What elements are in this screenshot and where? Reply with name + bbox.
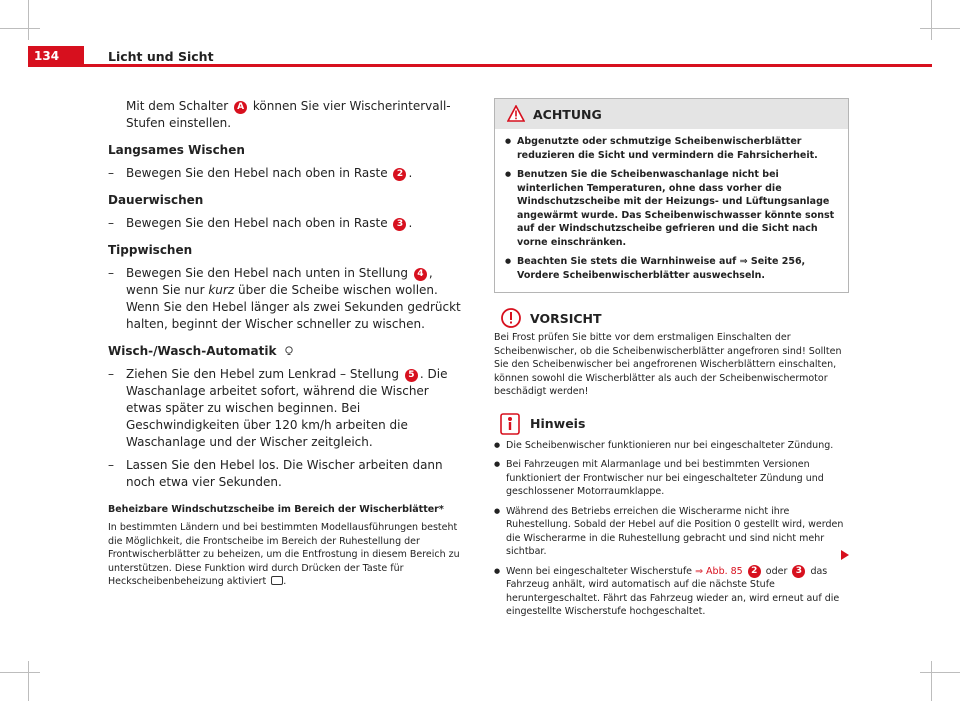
instruction-step: – Bewegen Sie den Hebel nach oben in Raste 3 . [108,215,464,232]
heated-windscreen-text: In bestimmten Ländern und bei bestimmten Modellausführungen besteht die Möglichkeit, die Frontscheibe im Bereich der Ruhestellung der Frontwischerblätter zu beheizen, um die Entfrostung in diesem Bereich zu unterstützen. Diese Funktion wird durch Drücken der Taste für Heckscheibenbeheizung aktiviert . [108,522,460,587]
ref-badge: 5 [405,369,418,382]
warning-title: ACHTUNG [533,106,602,122]
caution-text: Bei Frost prüfen Sie bitte vor dem erstmaligen Einschalten der Scheibenwischer, ob die Scheibenwischerblätter angefroren sind! Sollten Sie den Scheibenwischer bei angefrorenen Wischerblättern einschalten, können sowohl die Wischerblätter als auch der Scheibenwischermotor beschädigt werden! [494,332,842,397]
note-item: ● Wenn bei eingeschalteter Wischerstufe ⇒ Abb. 85 2 oder 3 das Fahrzeug anhält, wird automatisch auf die nächste Stufe heruntergeschaltet. Fährt das Fahrzeug wieder an, wird erneut auf die eingestellte Wischerstufe hochgeschaltet. [494,565,849,619]
ref-badge: 2 [393,168,406,181]
caution-title: VORSICHT [530,310,602,326]
warning-item: ● Beachten Sie stets die Warnhinweise auf ⇒ Seite 256, Vordere Scheibenwischerblätter auswechseln. [505,255,838,282]
instruction-step: – Ziehen Sie den Hebel zum Lenkrad – Stellung 5 . Die Waschanlage arbeitet sofort, während die Wischer etwas später zu wischen beginnen. Bei Geschwindigkeiten über 120 km/h arbeiten die Waschanlage und der Wischer zeitgleich. [108,366,464,451]
header-rule [28,64,932,67]
right-column [494,98,849,625]
crop-mark [920,672,960,673]
crop-mark [931,661,932,701]
crop-mark [0,28,40,29]
note-body [494,439,849,619]
warning-item: ● Abgenutzte oder schmutzige Scheibenwischerblätter reduzieren die Sicht und vermindern die Fahrsicherheit. [505,135,838,162]
running-title: Licht und Sicht [108,49,214,64]
note-item: ● Bei Fahrzeugen mit Alarmanlage und bei bestimmten Versionen funktioniert der Frontwischer nur bei eingeschalteter Zündung und geschlossener Motorraumklappe. [494,458,849,499]
note-header [494,413,849,435]
warning-box [494,98,849,293]
crop-mark [931,0,932,40]
warning-body [495,129,848,292]
ref-badge: 2 [748,565,761,578]
continue-arrow-icon [841,550,849,560]
note-title: Hinweis [530,416,586,431]
ref-badge: 3 [393,218,406,231]
crop-mark [0,672,40,673]
crop-mark [28,0,29,40]
info-icon [284,346,294,356]
warning-triangle-icon [507,105,525,122]
caution-icon [500,307,522,329]
section-heading: Wisch-/Wasch-Automatik [108,343,464,360]
page-number: 134 [34,49,60,63]
section-heading: Langsames Wischen [108,143,245,157]
crop-mark [28,661,29,701]
instruction-step: – Bewegen Sie den Hebel nach oben in Raste 2 . [108,165,464,182]
ref-badge: 3 [792,565,805,578]
section-heading: Tippwischen [108,243,193,257]
instruction-step: – Lassen Sie den Hebel los. Die Wischer arbeiten dann noch etwa vier Sekunden. [108,457,464,491]
instruction-step: – Bewegen Sie den Hebel nach unten in Stellung 4 , wenn Sie nur kurz über die Scheibe wischen wollen. Wenn Sie den Hebel länger als zwei Sekunden gedrückt halten, beginnt der Wischer schneller zu wischen. [108,265,464,333]
section-heading: Dauerwischen [108,193,204,207]
note-icon [500,413,520,435]
heated-windscreen-heading: Beheizbare Windschutzscheibe im Bereich der Wischerblätter* [108,504,444,515]
note-item: ● Die Scheibenwischer funktionieren nur bei eingeschalteter Zündung. [494,439,849,453]
note-item: ● Während des Betriebs erreichen die Wischerarme nicht ihre Ruhestellung. Sobald der Hebel auf die Position 0 gestellt wird, werden die Wischerarme in die Ruhestellung gebracht und sind nicht mehr sichtbar. [494,505,849,559]
warning-item: ● Benutzen Sie die Scheibenwaschanlage nicht bei winterlichen Temperaturen, ohne dass vorher die Windschutzscheibe mit der Heizungs- und Lüftungsanlage angewärmt wurde. Das Scheibenwischwasser könnte sonst auf der Windschutzscheibe gefrieren und die Sicht nach vorne einschränken. [505,168,838,249]
figure-link[interactable]: ⇒ Abb. 85 [695,565,743,577]
ref-badge: 4 [414,268,427,281]
warning-header [495,99,848,129]
caution-header [494,307,849,329]
crop-mark [920,28,960,29]
intro-paragraph: Mit dem Schalter A können Sie vier Wischerintervall-Stufen einstellen. [126,99,451,130]
ref-badge: A [234,101,247,114]
rear-window-heating-icon [271,576,283,585]
left-column [108,98,464,589]
